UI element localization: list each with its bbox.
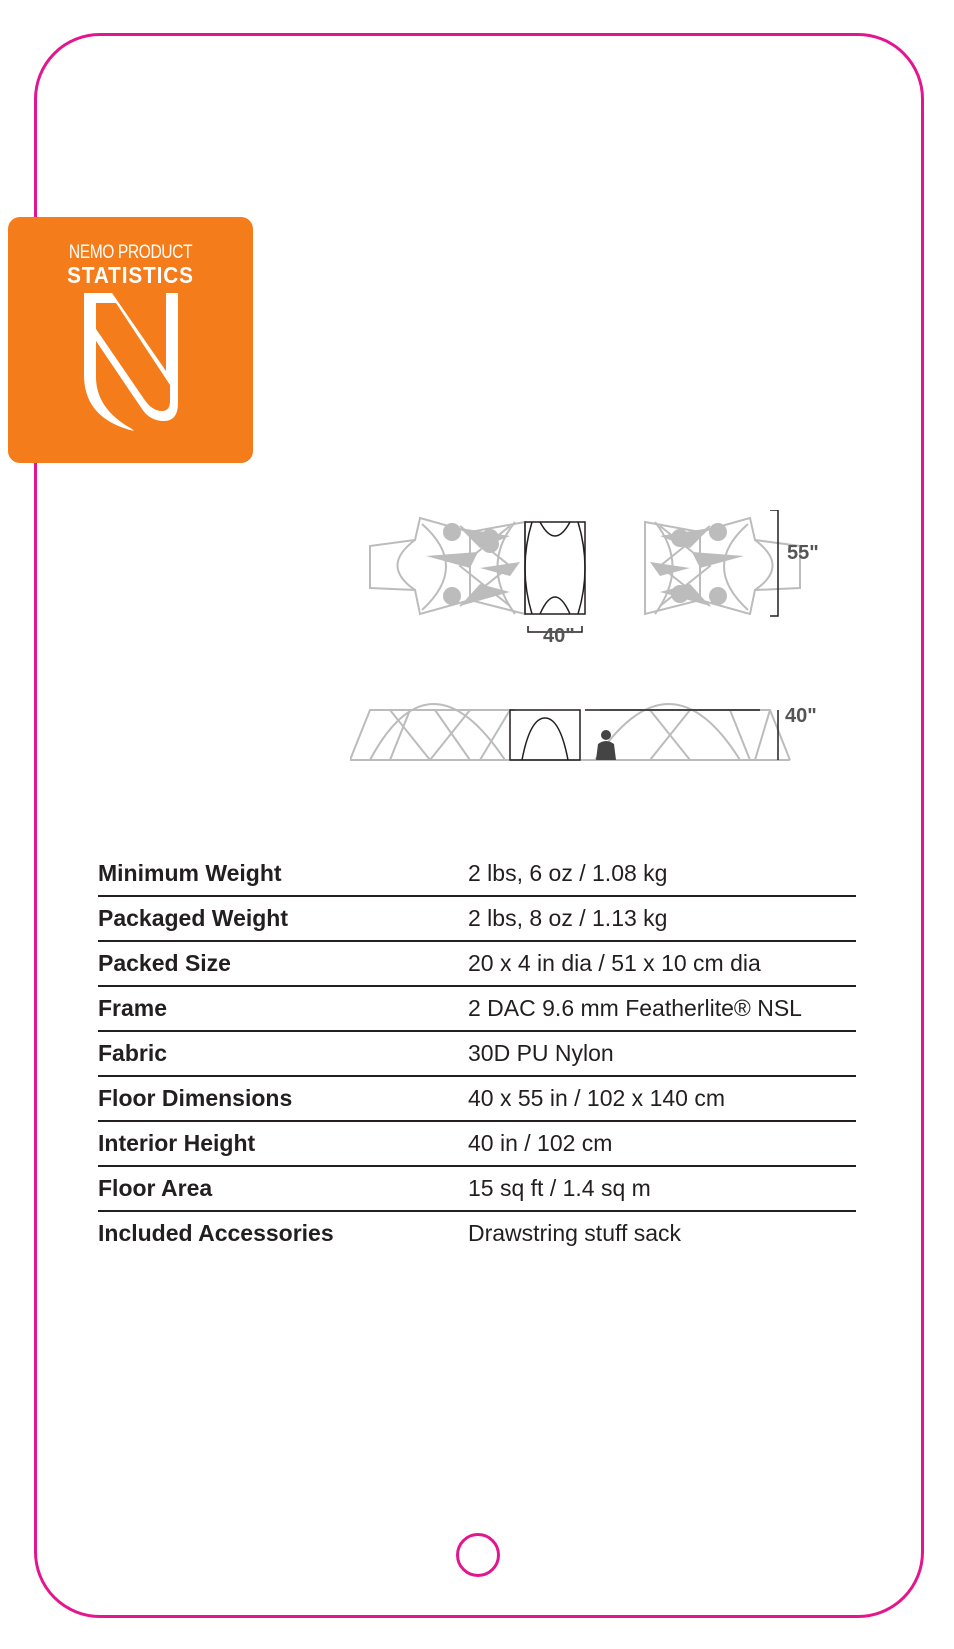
spec-value: 2 DAC 9.6 mm Featherlite® NSL <box>468 995 802 1021</box>
nemo-shield-logo-icon <box>82 289 180 435</box>
spec-row <box>98 1077 856 1122</box>
spec-row <box>98 1212 856 1257</box>
spec-row <box>98 1032 856 1077</box>
spec-value: 40 in / 102 cm <box>468 1130 613 1156</box>
spec-row <box>98 1167 856 1212</box>
floor-plan-diagram <box>360 510 810 642</box>
spec-label: Packed Size <box>98 950 231 976</box>
spec-label: Minimum Weight <box>98 860 282 886</box>
spec-value: 40 x 55 in / 102 x 140 cm <box>468 1085 725 1111</box>
depth-dimension-label: 55" <box>787 542 819 564</box>
spec-value: 20 x 4 in dia / 51 x 10 cm dia <box>468 950 761 976</box>
spec-label: Interior Height <box>98 1130 256 1156</box>
spec-row <box>98 942 856 987</box>
vestibule-width-label: 40" <box>543 625 575 647</box>
spec-label: Fabric <box>98 1040 168 1066</box>
spec-row <box>98 897 856 942</box>
side-profile-diagram <box>350 688 795 770</box>
spec-label: Floor Area <box>98 1175 213 1201</box>
spec-label: Frame <box>98 995 168 1021</box>
spec-value: 2 lbs, 8 oz / 1.13 kg <box>468 905 668 931</box>
spec-value: 2 lbs, 6 oz / 1.08 kg <box>468 860 668 886</box>
badge-title-line2: STATISTICS <box>67 262 194 288</box>
spec-row <box>98 852 856 897</box>
badge-title-line1: NEMO PRODUCT <box>68 242 193 263</box>
home-button[interactable] <box>456 1533 500 1577</box>
spec-row <box>98 1122 856 1167</box>
spec-value: Drawstring stuff sack <box>468 1220 682 1246</box>
spec-label: Included Accessories <box>98 1220 334 1246</box>
height-dimension-label: 40" <box>785 705 817 727</box>
spec-value: 15 sq ft / 1.4 sq m <box>468 1175 651 1201</box>
spec-row <box>98 987 856 1032</box>
spec-label: Packaged Weight <box>98 905 289 931</box>
product-statistics-badge <box>8 217 253 463</box>
spec-table <box>98 852 856 1257</box>
spec-value: 30D PU Nylon <box>468 1040 614 1066</box>
spec-label: Floor Dimensions <box>98 1085 293 1111</box>
